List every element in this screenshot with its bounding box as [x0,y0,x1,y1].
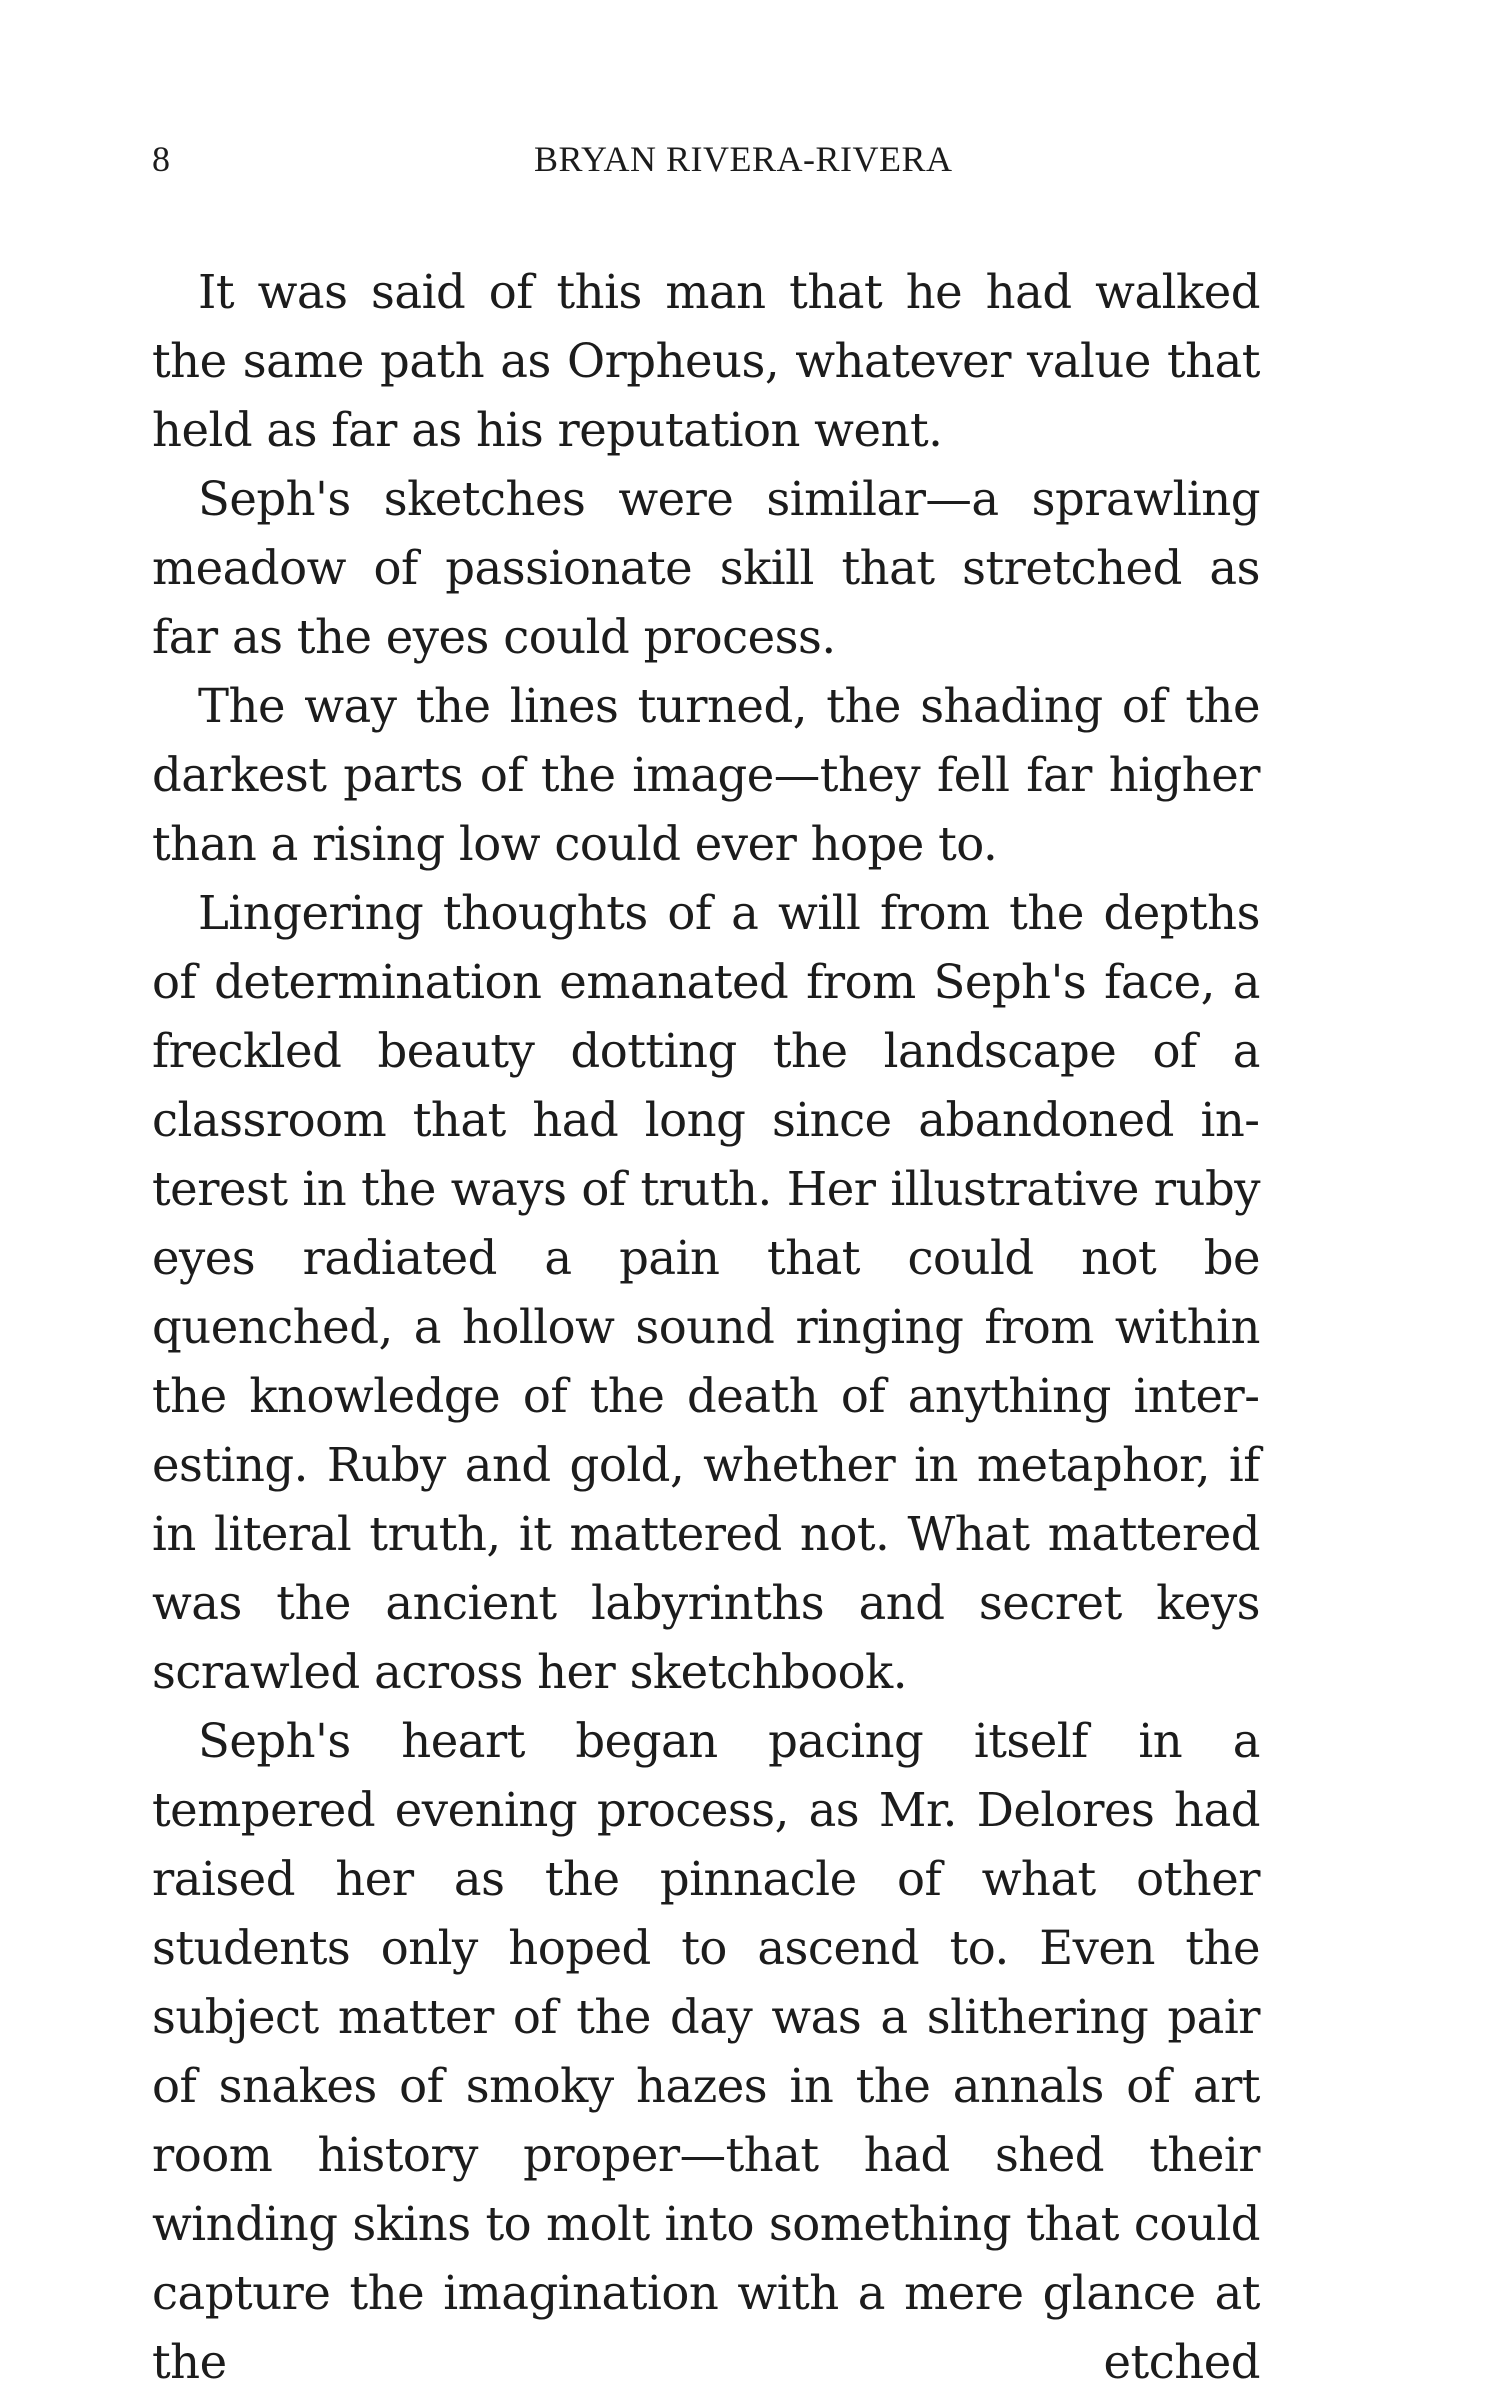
author-name: BRYAN RIVERA-RIVERA [534,139,953,179]
body-text [152,258,1260,2397]
running-header [0,138,1500,188]
paragraph-1: It was said of this man that he had walked the same path as Orpheus, whatever value that held as far as his reputation went. [152,265,1260,457]
page-number: 8 [152,139,171,179]
paragraph-2: Seph's sketches were similar—a sprawling meadow of passionate skill that stretched as far as the eyes could process. [152,472,1260,664]
paragraph-4: Lingering thoughts of a will from the depths of determination emanated from Seph's face, a freckled beauty dotting the landscape of a classroom that had long since abandoned interest in the ways of truth. Her illustrative ruby eyes radiated a pain that could not be quenched, a hollow sound ringing from within the knowledge of the death of anything interesting. Ruby and gold, whether in metaphor, if in literal truth, it mattered not. What mattered was the ancient labyrinths and secret keys scrawled across her sketchbook. [152,886,1260,1699]
paragraph-3: The way the lines turned, the shading of the darkest parts of the image—they fell far higher than a rising low could ever hope to. [152,679,1260,871]
paragraph-5: Seph's heart began pacing itself in a tempered evening process, as Mr. Delores had raised her as the pinnacle of what other students only hoped to ascend to. Even the subject matter of the day was a slithering pair of snakes of smoky hazes in the annals of art room history proper—that had shed their winding skins to molt into something that could capture the imagination with a mere glance at the etched [152,1714,1260,2389]
